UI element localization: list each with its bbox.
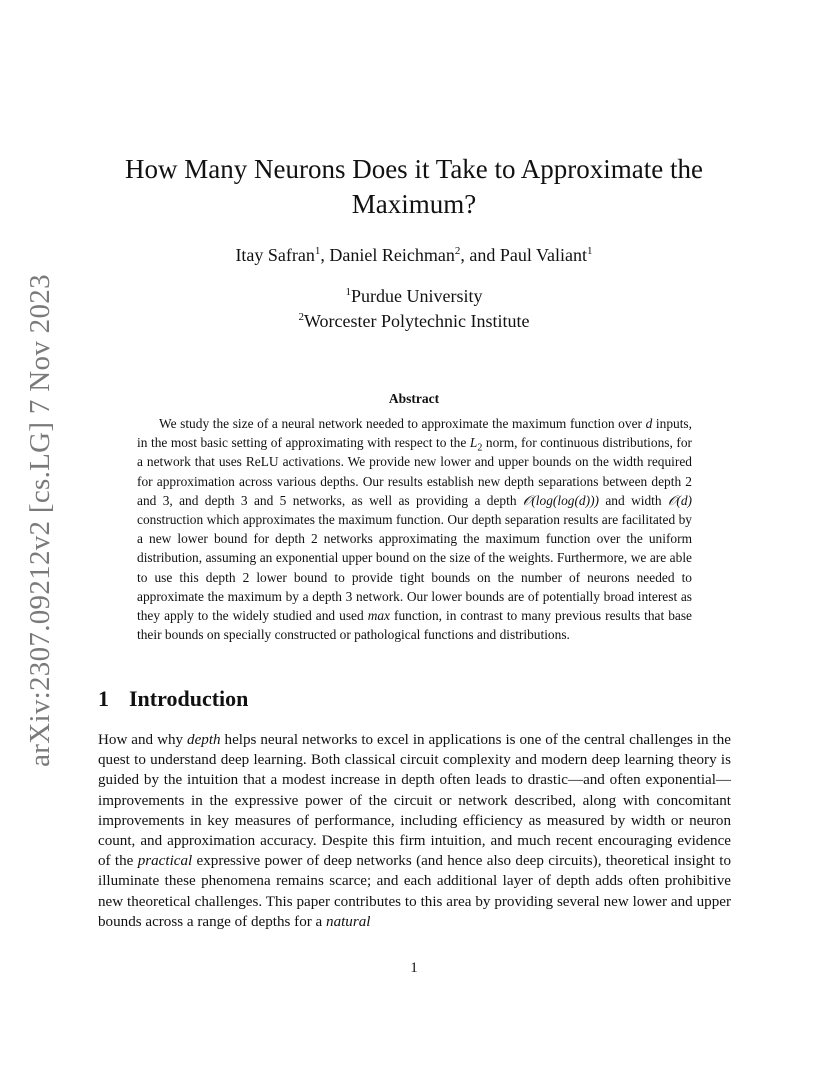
emphasized-text: natural xyxy=(326,913,371,930)
abstract-heading: Abstract xyxy=(388,391,440,406)
affiliation-list xyxy=(98,284,730,334)
section-number: 1 xyxy=(98,686,109,711)
affiliation-name: Worcester Polytechnic Institute xyxy=(304,311,530,331)
text-run: norm, for continuous distributions, for a network that uses ReLU activations. We provide new lower and upper bounds on the width required for approximation across various depths. Our results establish new depth separations between depth 2 and 3, and depth 3 and 5 networks, as well as providing a depth xyxy=(137,435,693,508)
author-separator: , xyxy=(320,245,330,265)
section-heading xyxy=(98,686,248,712)
text-run: How and why xyxy=(98,732,188,748)
author-affiliation-mark: 2 xyxy=(454,245,461,257)
math-subscript: 2 xyxy=(477,442,483,454)
author-name: Paul Valiant xyxy=(499,245,588,265)
text-run: function, in contrast to many previous results that base their bounds on specially constructed or pathological functions and distributions. xyxy=(137,608,692,643)
author-name: Itay Safran xyxy=(235,245,315,265)
math-symbol: d xyxy=(645,416,653,431)
emphasized-text: depth xyxy=(187,732,221,748)
text-run: construction which approximates the maximum function. Our depth separation results are facilitated by a new lower bound for depth 2 networks approximating the maximum function over the uniform distribution, assuming an exponential upper bound on the size of the weights. Furthermore, we are able to use this depth 2 lower bound to provide tight bounds on the number of neurons needed to approximate the maximum by a depth 3 network. Our lower bounds are of potentially broad interest as they apply to the widely studied and used xyxy=(137,512,692,624)
text-run: helps neural networks to excel in applications is one of the central challenges in the quest to understand deep learning. Both classical circuit complexity and modern deep learning theory is guided by the intuition that a modest increase in depth often leads to drastic—and often exponential—improvements in the expressive power of the circuit or network described, along with concomitant improvements in key measures of performance, including efficiency as measured by width or neuron count, and approximation accuracy. Despite this firm intuition, and much recent encouraging evidence of the xyxy=(98,732,731,870)
affiliation-name: Purdue University xyxy=(351,286,483,306)
math-symbol: 𝒪(log(log(d))) xyxy=(522,492,599,508)
arxiv-identifier-stamp xyxy=(20,273,60,767)
author-name: Daniel Reichman xyxy=(329,245,455,265)
introduction-paragraph xyxy=(98,730,731,932)
author-affiliation-mark: 1 xyxy=(314,245,321,257)
affiliation-mark: 2 xyxy=(298,311,304,323)
emphasized-text: practical xyxy=(137,853,193,870)
affiliation-line xyxy=(98,309,730,334)
author-affiliation-mark: 1 xyxy=(587,245,593,257)
text-run: inputs, in the most basic setting of approximating with respect to the xyxy=(137,416,692,451)
arxiv-identifier: arXiv:2307.09212v2 [cs.LG] 7 Nov 2023 xyxy=(23,273,56,767)
math-symbol: L xyxy=(469,435,478,451)
math-symbol: 𝒪(d) xyxy=(667,492,692,508)
section-title: Introduction xyxy=(129,686,249,711)
text-run: expressive power of deep networks (and hence also deep circuits), theoretical insight to illuminate these phenomena remains scarce; and each additional layer of depth adds often prohibitive new theoretical challenges. This paper contributes to this area by providing several new lower and upper bounds across a range of depths for a xyxy=(98,853,732,930)
text-run: and width xyxy=(599,492,668,508)
author-list xyxy=(98,243,730,267)
page-number: 1 xyxy=(410,960,418,976)
author-separator: , and xyxy=(460,245,500,265)
affiliation-line xyxy=(98,284,730,309)
text-run: We study the size of a neural network needed to approximate the maximum function over xyxy=(159,416,646,431)
emphasized-text: max xyxy=(367,608,390,624)
paper-title: How Many Neurons Does it Take to Approximate the Maximum? xyxy=(124,154,703,219)
affiliation-mark: 1 xyxy=(345,286,351,298)
abstract-text xyxy=(137,414,692,644)
